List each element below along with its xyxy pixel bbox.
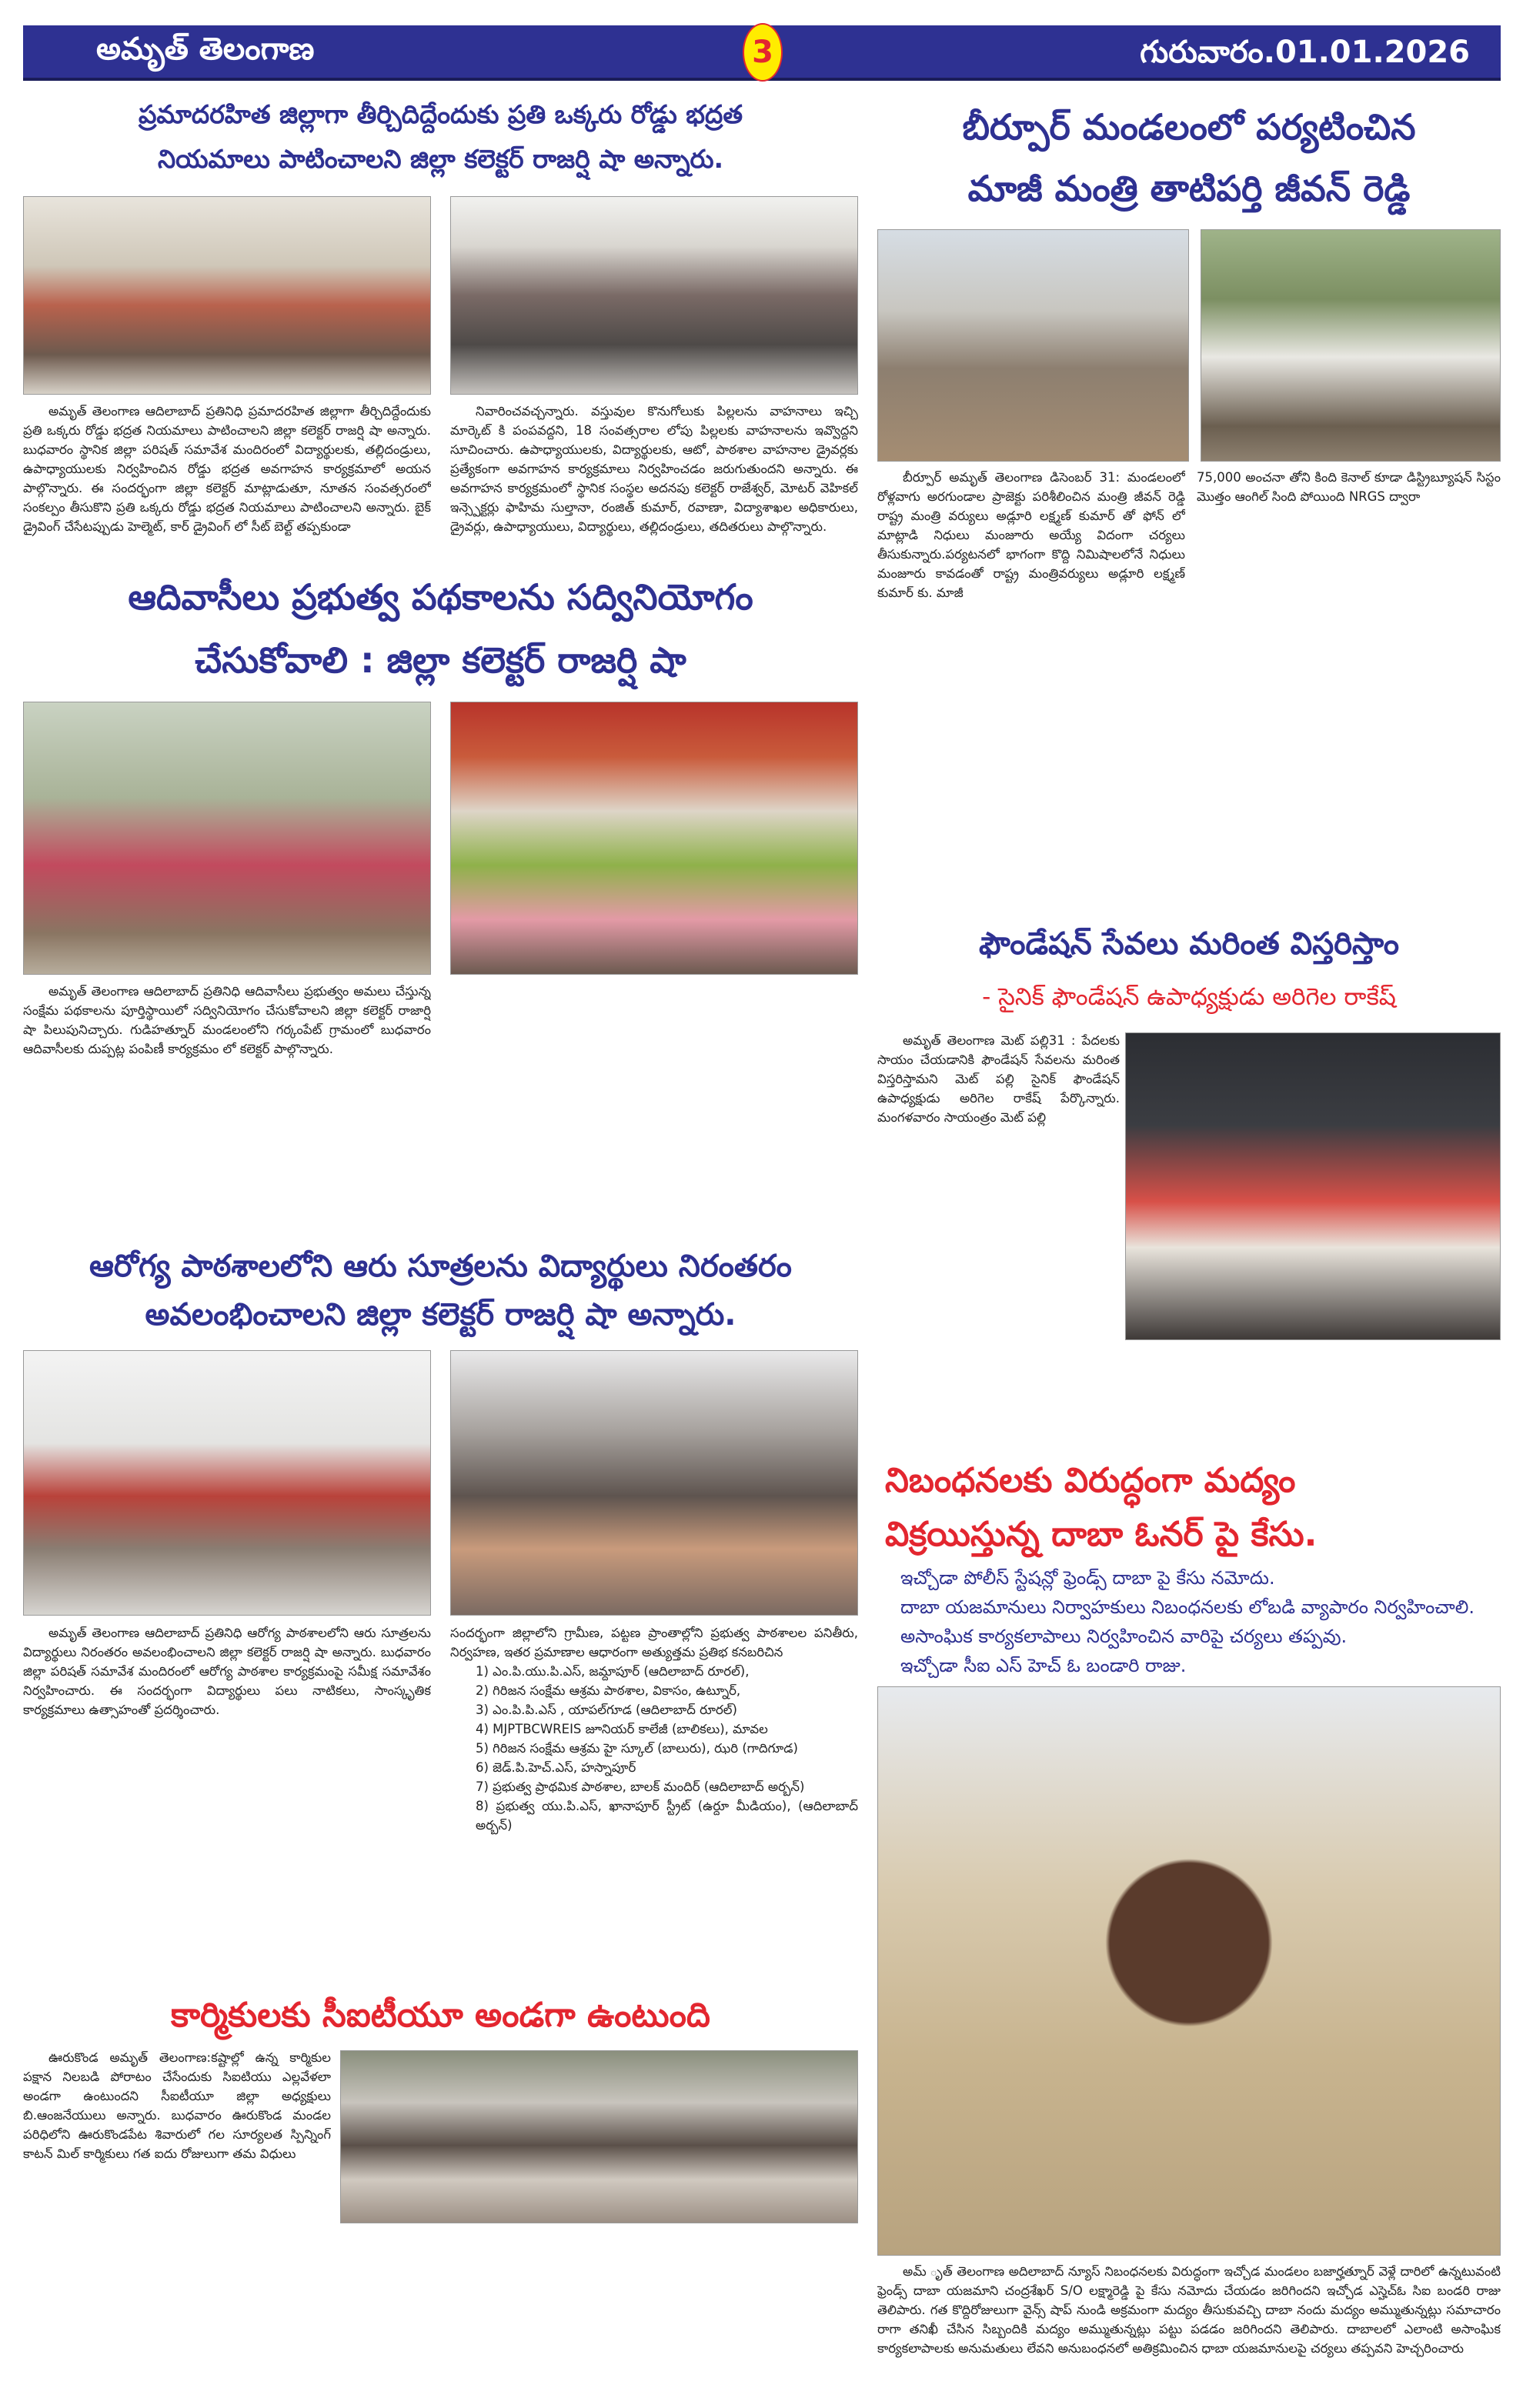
highlight-line: అసాంఘిక కార్యకలాపాలు నిర్వహించిన వారిపై చర్యలు తప్పవు. <box>900 1626 1348 1647</box>
headline-tribal-schemes <box>23 565 858 692</box>
highlight-line: ఇచ్చోడా సీఐ ఎస్ హెచ్ ఓ బండారి రాజు. <box>900 1655 1187 1676</box>
photo-arogya-stage <box>23 1350 431 1616</box>
article-body <box>450 402 858 540</box>
photo-foundation-donation <box>1125 1032 1501 1340</box>
newspaper-title: అమృత్ తెలంగాణ <box>96 32 315 67</box>
paragraph: అమృత్ తెలంగాణ ఆదిలాబాద్ ప్రతినిధి ఆరోగ్య పాఠశాలలోని ఆరు సూత్రలను విద్యార్థులు నిరంతరం అవలంభించాలని జిల్లా కలెక్టర్ రాజర్షి షా అన్నారు. బుధవారం జిల్లా పరిషత్ సమావేశ మందిరంలో ఆరోగ్య పాఠశాల కార్యక్రమంపై సమీక్ష సమావేశం నిర్వహించారు. ఈ సందర్భంగా విద్యార్థులు పలు నాటికలు, సాంస్కృతిక కార్యక్రమాలు ఉత్సాహంతో ప్రదర్శించారు. <box>23 1626 431 1717</box>
paragraph: నివారించవచ్చన్నారు. వస్తువుల కొనుగోలుకు పిల్లలను వాహనాలు ఇచ్చి మార్కెట్ కి పంపవద్దని, 18 సంవత్సరాల లోపు పిల్లలకు వాహనాలను ఇవ్వొద్దని సూచించారు. ఉపాధ్యాయులకు, విద్యార్థులకు, ఆటో, పాఠశాల వాహనాల డ్రైవర్లకు ప్రత్యేకంగా అవగాహన కార్యక్రమాలు నిర్వహించడం జరుగుతుందని అన్నారు. ఈ అవగాహన కార్యక్రమంలో స్థానిక సంస్థల అదనపు కలెక్టర్ రాజేశ్వర్, మోటర్ వెహికల్ ఇన్స్పెక్టర్లు ఫాహిమ సుల్తానా, రంజిత్ కుమార్, రవాణా, విద్యాశాఖల అధికారులు, డ్రైవర్లు, ఉపాధ్యాయులు, విద్యార్థులు, తల్లిదండ్రులు, తదితరులు పాల్గొన్నారు. <box>450 404 858 534</box>
article-body <box>23 982 431 1236</box>
paragraph: అమృత్ తెలంగాణ ఆదిలాబాద్ ప్రతినిధి ప్రమాదరహిత జిల్లాగా తీర్చిదిద్దేందుకు ప్రతి ఒక్కరు రోడ్డు భద్రత నియమాలు పాటించాలని జిల్లా కలెక్టర్ రాజర్షి షా అన్నారు. బుధవారం స్థానిక జిల్లా పరిషత్ సమావేశ మందిరంలో విద్యార్థులకు, తల్లిదండ్రులు, ఉపాధ్యాయులకు నిర్వహించిన రోడ్డు భద్రత అవగాహన కార్యక్రమాలో అయన పాల్గొన్నారు. ఈ సందర్భంగా జిల్లా కలెక్టర్ మాట్లాడుతూ, నూతన సంవత్సరంలో సంకల్పం తీసుకొని ప్రతి ఒక్కరు రోడ్డు భద్రత నియమాలు పాటించాలని అన్నారు. బైక్ డ్రైవింగ్ చేసేటప్పుడు హెల్మెట్, కార్ డ్రైవింగ్ లో సీట్ బెల్ట్ తప్పకుండా <box>23 404 431 534</box>
article-body <box>877 468 1185 914</box>
headline-beerpur <box>877 96 1501 219</box>
headline-line: నియమాలు పాటించాలని జిల్లా కలెక్టర్ రాజర్షి షా అన్నారు. <box>157 144 724 174</box>
school-list-item: 1) ఎం.పి.యు.పి.ఎస్, జమ్దాపూర్ (ఆదిలాబాద్ రూరల్), <box>476 1664 750 1679</box>
headline-road-safety <box>23 92 858 182</box>
article-body <box>23 402 431 540</box>
masthead <box>23 25 1501 81</box>
headline-dhaba-case <box>885 1454 1501 1562</box>
article-body <box>23 2048 331 2394</box>
headline-line: ఆదివాసీలు ప్రభుత్వ పథకాలను సద్వినియోగం <box>128 576 753 618</box>
headline-line: ఆరోగ్య పాఠశాలలోని ఆరు సూత్రలను విద్యార్థులు నిరంతరం <box>89 1249 792 1284</box>
dhaba-column <box>877 1563 1501 2256</box>
photo-road-safety-event <box>23 196 431 395</box>
paragraph: అమృత్ తెలంగాణ మెట్ పల్లి31 : పేదలకు సాయం చేయడానికి ఫౌండేషన్ సేవలను మరింత విస్తరిస్తామని మెట్ పల్లి సైనిక్ ఫౌండేషన్ ఉపాధ్యక్షుడు అరిగెల రాకేష్ పేర్కొన్నారు. మంగళవారం సాయంత్రం మెట్ పల్లి <box>877 1033 1120 1125</box>
headline-line: నిబంధనలకు విరుద్ధంగా మద్యం <box>885 1461 1296 1500</box>
page-number-badge: 3 <box>743 23 783 82</box>
school-list-item: 4) MJPTBCWREIS జూనియర్ కాలేజీ (బాలికలు), మావల <box>476 1722 768 1736</box>
subheadline-foundation: - సైనిక్ ఫౌండేషన్ ఉపాధ్యక్షుడు అరిగెల రాకేష్ <box>982 983 1396 1011</box>
article-body <box>877 2262 1501 2396</box>
photo-tribal-women-rally <box>23 702 431 975</box>
article-body <box>450 1623 858 1985</box>
paragraph: 75,000 అంచనా తోని కింది కెనాల్ కూడా డిస్ట్రిబ్యూషన్ సిస్టం మొత్తం ఆంగిల్ సింది పోయింది NRGS ద్వారా <box>1197 470 1501 504</box>
paragraph: ఊరుకొండ అమృత్ తెలంగాణ:కష్టాల్లో ఉన్న కార్మికుల పక్షాన నిలబడి పోరాటం చేసేందుకు సిఐటియు ఎల్లవేళలా అండగా ఉంటుందని సీఐటీయూ జిల్లా అధ్యక్షులు బి.ఆంజనేయులు అన్నారు. బుధవారం ఊరుకొండ మండల పరిధిలోని ఊరుకొండపేట శివారులో గల సూర్యలత స్పిన్నింగ్ కాటన్ మిల్ కార్మికులు గత ఐదు రోజులుగా తమ విధులు <box>23 2050 331 2161</box>
photo-blanket-distribution <box>450 702 858 975</box>
school-list-item: 2) గిరిజన సంక్షేమ ఆశ్రమ పాఠశాల, వికాసం, ఉట్నూర్, <box>476 1683 741 1698</box>
headline-line: మాజీ మంత్రి తాటిపర్తి జీవన్ రెడ్డి <box>967 168 1411 209</box>
paragraph: సందర్భంగా జిల్లాలోని గ్రామీణ, పట్టణ ప్రాంతాల్లోని ప్రభుత్వ పాఠశాలల పనితీరు, నిర్వహణ, ఇతర ప్రమాణాల ఆధారంగా అత్యుత్తమ ప్రతిభ కనబరిచిన <box>450 1626 858 1659</box>
headline-citu: కార్మికులకు సీఐటీయూ అండగా ఉంటుంది <box>171 1996 710 2035</box>
school-list-item: 7) ప్రభుత్వ ప్రాథమిక పాఠశాల, బాలక్ మందిర్ (ఆదిలాబాద్ అర్బన్) <box>476 1779 805 1794</box>
headline-line: చేసుకోవాలి : జిల్లా కలెక్టర్ రాజర్షి షా <box>195 639 686 681</box>
headline-line: ప్రమాదరహిత జిల్లాగా తీర్చిదిద్దేందుకు ప్రతి ఒక్కరు రోడ్డు భద్రత <box>138 99 743 129</box>
issue-date: గురువారం.01.01.2026 <box>1140 35 1470 70</box>
school-list-item: 8) ప్రభుత్వ యు.పి.ఎస్, ఖానాపూర్ స్ట్రీట్ (ఉర్దూ మీడియం), (ఆదిలాబాద్ అర్బన్) <box>476 1799 858 1833</box>
photo-road-safety-audience <box>450 196 858 395</box>
highlight-line: దాబా యజమానులు నిర్వాహకులు నిబంధనలకు లోబడి వ్యాపారం నిర్వహించాలి. <box>900 1596 1475 1618</box>
school-list-item: 6) జెడ్.పి.హెచ్.ఎస్, హస్నాపూర్ <box>476 1760 636 1775</box>
photo-mill-workers-protest <box>340 2050 858 2223</box>
paragraph: అమృత్ తెలంగాణ ఆదిలాబాద్ ప్రతినిధి ఆదివాసీలు ప్రభుత్వం అమలు చేస్తున్న సంక్షేమ పథకాలను పూర్తిస్థాయిలో సద్వినియోగం చేసుకోవాలని జిల్లా కలెక్టర్ రాజార్షి షా పిలుపునిచ్చారు. గుడిహత్నూర్ మండలంలోని గర్కంపేట్ గ్రామంలో బుధవారం ఆదివాసీలకు దుప్పట్ల పంపిణీ కార్యక్రమం లో కలెక్టర్ పాల్గొన్నారు. <box>23 984 431 1056</box>
headline-arogya-school <box>23 1242 858 1339</box>
headline-foundation: ఫౌండేషన్ సేవలు మరింత విస్తరిస్తాం <box>978 926 1400 962</box>
headline-line: అవలంభించాలని జిల్లా కలెక్టర్ రాజర్షి షా అన్నారు. <box>145 1297 736 1332</box>
photo-canal-visit <box>1201 229 1501 462</box>
school-list-item: 3) ఎం.పి.పి.ఎస్ , యాపల్‌గూడ (ఆదిలాబాద్ రూరల్) <box>476 1703 737 1717</box>
photo-project-inspection <box>877 229 1189 462</box>
article-body <box>1197 468 1501 914</box>
article-body <box>23 1623 431 1985</box>
headline-line: విక్రయిస్తున్న దాబా ఓనర్ పై కేసు. <box>885 1515 1318 1554</box>
headline-line: బీర్పూర్ మండలంలో పర్యటించిన <box>962 106 1416 148</box>
photo-arogya-audience <box>450 1350 858 1616</box>
paragraph: బీర్పూర్ అమృత్ తెలంగాణ డిసెంబర్ 31: మండలంలో రోళ్లవాగు అరగుండాల ప్రాజెక్టు పరిశీలించిన మంత్రి జీవన్ రెడ్డి రాష్ట్ర మంత్రి వర్యులు అడ్లూరి లక్ష్మణ్ కుమార్ తో ఫోన్ లో మాట్లాడి నిధులు మంజూరు అయ్యే విదంగా చర్యలు తీసుకున్నారు.పర్యటనలో భాగంగా కొద్ది నిమిషాలలోనే నిధులు మంజూరు కావడంతో రాష్ట్ర మంత్రివర్యులు అడ్లూరి లక్ష్మణ్ కుమార్ కు. మాజీ <box>877 470 1185 600</box>
photo-police-officer-portrait <box>877 1686 1501 2256</box>
school-list-item: 5) గిరిజన సంక్షేమ ఆశ్రమ హై స్కూల్ (బాలురు), ఝరి (గాదిగూడ) <box>476 1741 798 1756</box>
article-body <box>877 1031 1120 1400</box>
paragraph: అమ్ ృత్ తెలంగాణ అదిలాబాద్ న్యూస్ నిబంధనలకు విరుద్ధంగా ఇచ్చోడ మండలం బజార్హత్నూర్ వెళ్లే దారిలో ఉన్నటువంటి ఫ్రెండ్స్ దాబా యజమాని చంద్రశేఖర్ S/O లక్ష్మారెడ్డి పై కేసు నమోదు చేయడం జరిగిందని ఇచ్చోడ ఎస్హెచ్ఓ సిఐ బండరి రాజు తెలిపారు. గత కొద్దిరోజులుగా వైన్స్ షాప్ నుండి అక్రమంగా మద్యం తీసుకువచ్చి దాబా నందు మద్యం అమ్ముతున్నట్లు సమాచారం రాగా తనిఖీ చేసిన సిబ్బందికి మద్యం అమ్ముతున్నట్లు పట్టు పడడం జరిగిందని తెలిపారు. దాబాలలో ఎలాంటి అసాంఘిక కార్యకలాపాలకు అనుమతులు లేవని అనుబంధనలో అతిక్రమించిన ధాబా యజమానులపై చర్యలు తప్పవని హెచ్చరించారు <box>877 2264 1501 2356</box>
highlight-line: ఇచ్చోడా పోలీస్ స్టేషన్లో ఫ్రెండ్స్ దాబా పై కేసు నమోదు. <box>900 1567 1275 1589</box>
dhaba-highlights <box>877 1563 1501 1686</box>
